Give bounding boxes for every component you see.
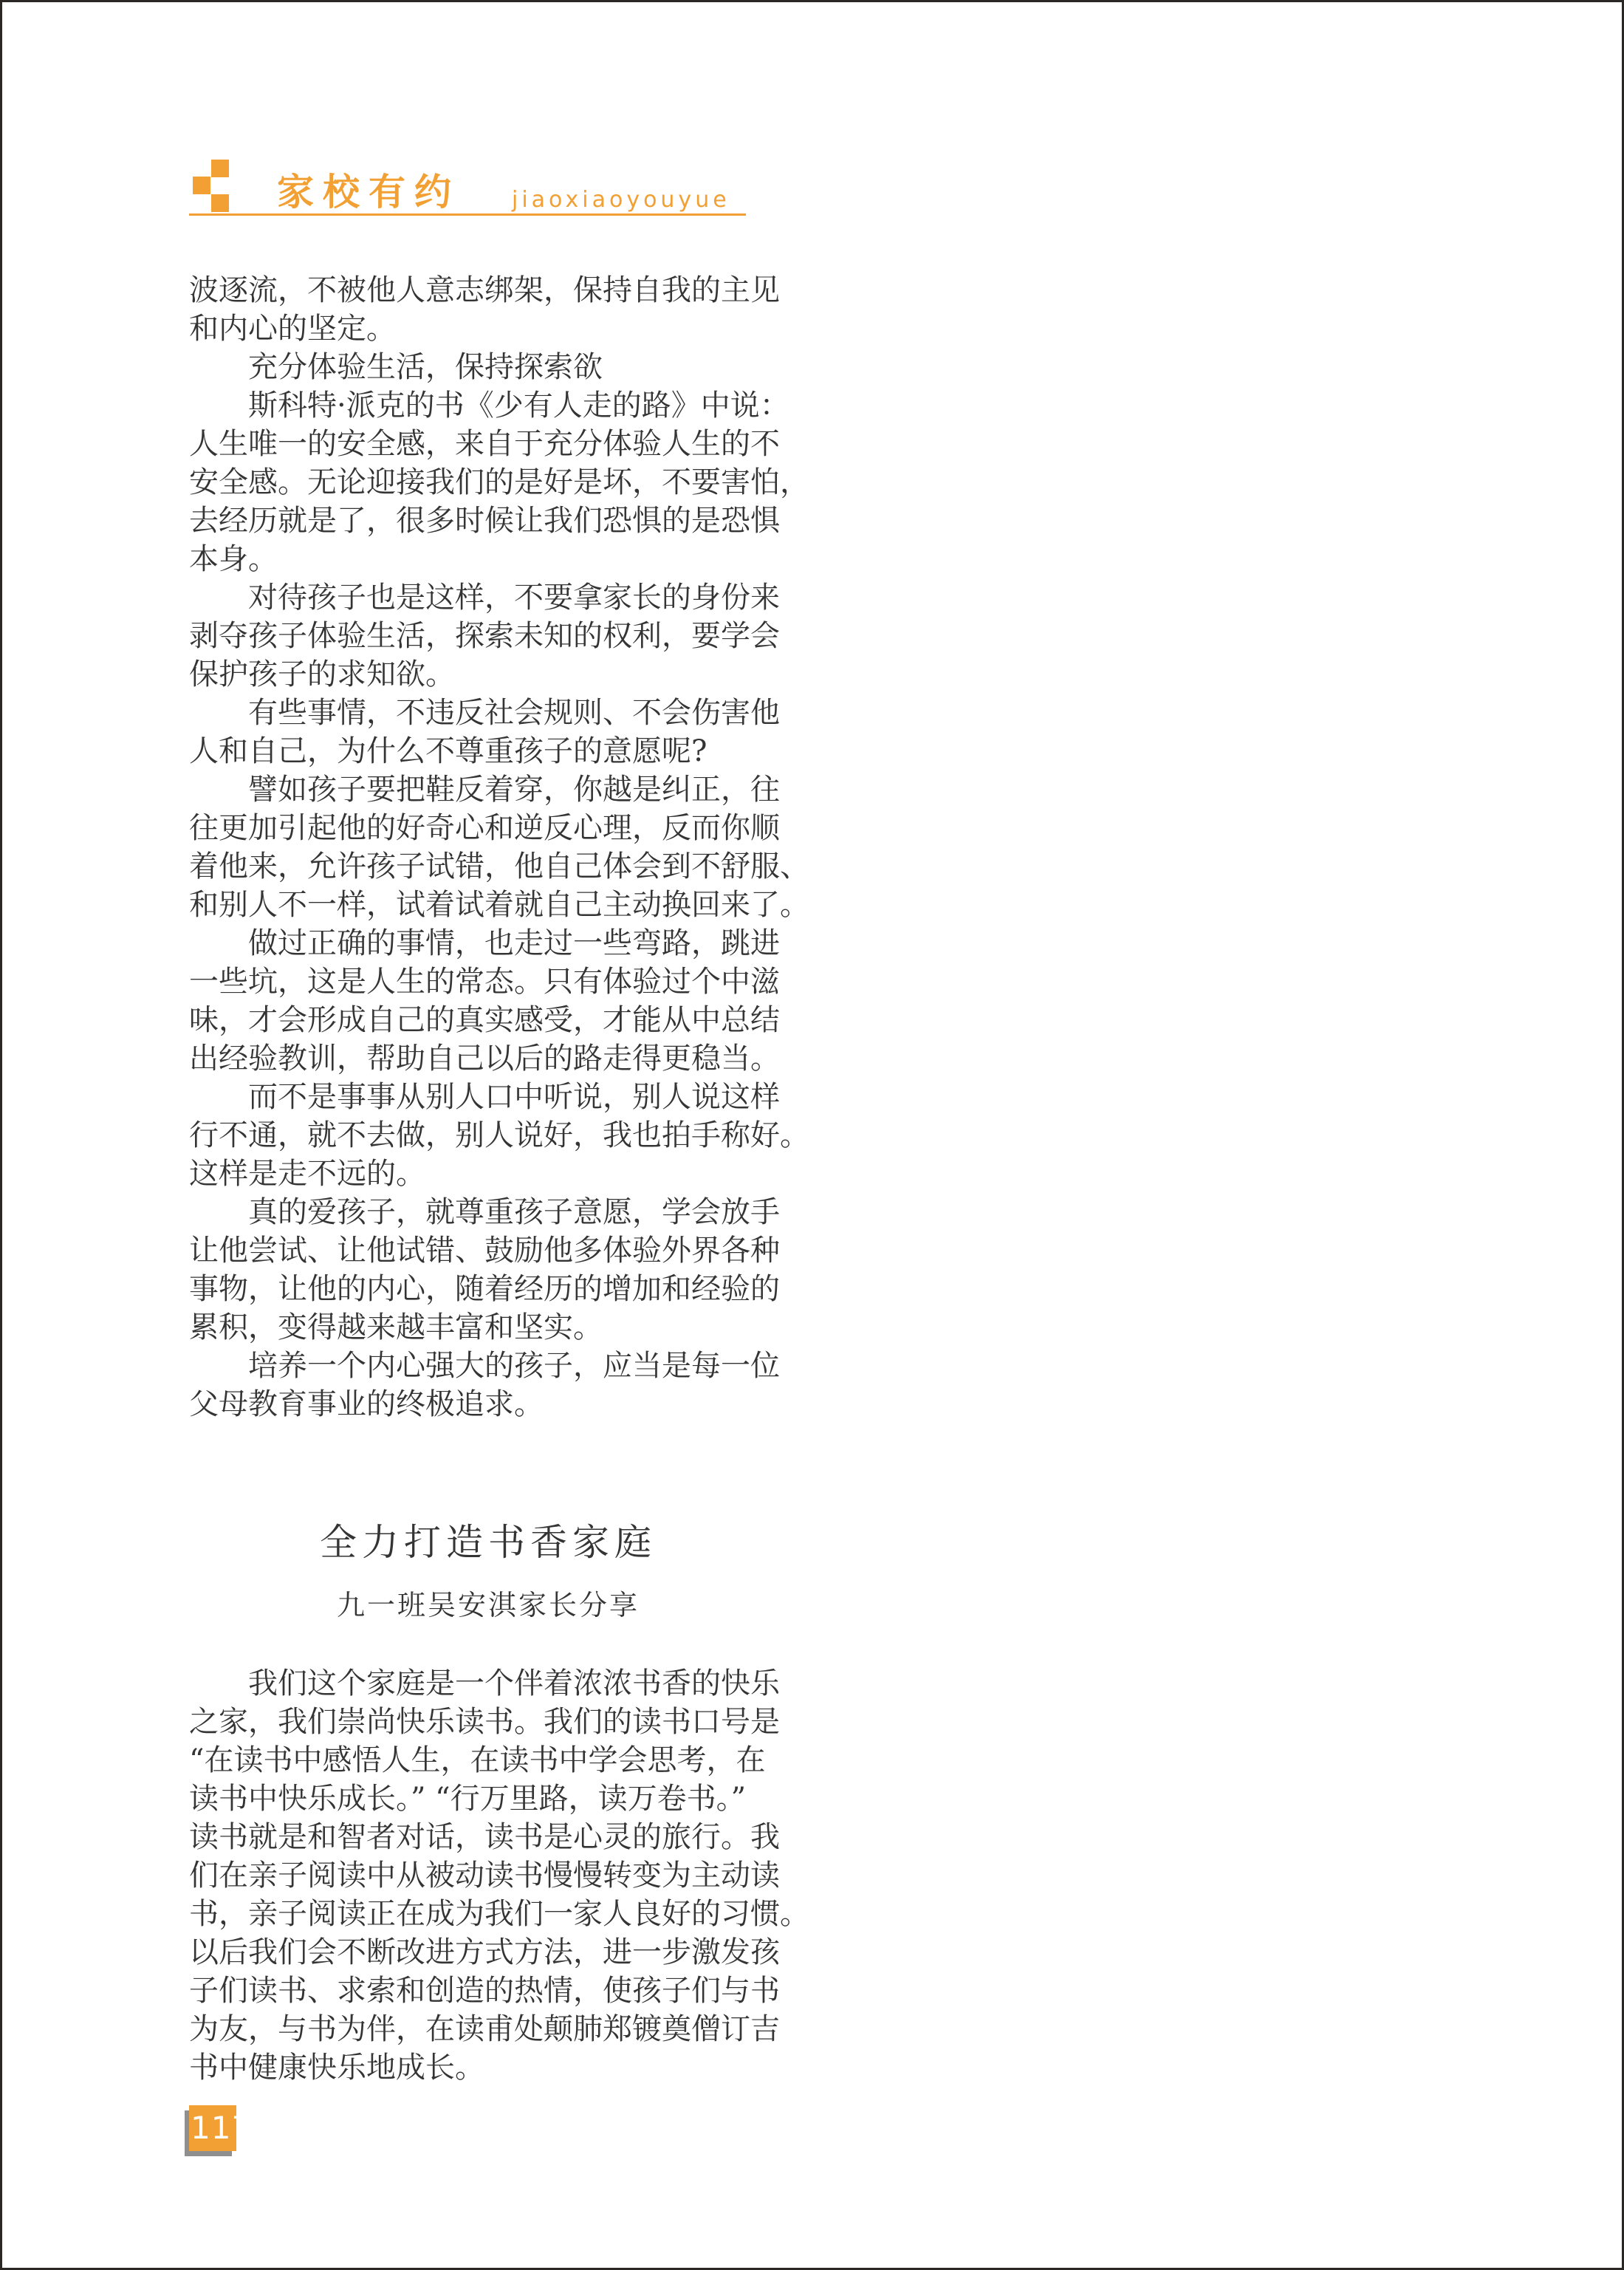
logo-square-bottom — [211, 194, 229, 212]
text-line: 有些事情，不违反社会规则、不会伤害他 — [189, 696, 780, 730]
checker-squares-logo-icon — [193, 160, 230, 212]
text-line: 保护孩子的求知欲。 — [189, 657, 455, 691]
text-line: 培养一个内心强大的孩子，应当是每一位 — [189, 1349, 780, 1383]
text-line: 以后我们会不断改进方式方法，进一步激发孩 — [189, 1935, 780, 1969]
text-line: 子们读书、求索和创造的热情，使孩子们与书 — [189, 1974, 780, 2008]
text-line: 们在亲子阅读中从被动读书慢慢转变为主动读 — [189, 1859, 780, 1893]
text-line: 书中健康快乐地成长。 — [189, 2051, 484, 2085]
page-number-badge: 117 — [189, 2105, 236, 2151]
text-line: 安全感。无论迎接我们的是好是坏，不要害怕， — [189, 465, 809, 499]
text-line: 斯科特·派克的书《少有人走的路》中说： — [189, 389, 789, 423]
logo-square-top — [211, 160, 229, 177]
text-line: 让他尝试、让他试错、鼓励他多体验外界各种 — [189, 1234, 780, 1268]
section-header-pinyin: jiaoxiaoyouyue — [512, 187, 730, 213]
text-line: 去经历就是了，很多时候让我们恐惧的是恐惧 — [189, 504, 780, 538]
text-line: 人生唯一的安全感，来自于充分体验人生的不 — [189, 427, 780, 461]
text-line: 读书就是和智者对话，读书是心灵的旅行。我 — [189, 1820, 780, 1854]
text-line: 人和自己，为什么不尊重孩子的意愿呢? — [189, 734, 707, 768]
text-line: 一些坑，这是人生的常态。只有体验过个中滋 — [189, 965, 780, 999]
text-line: 这样是走不远的。 — [189, 1157, 425, 1191]
article1-text — [189, 271, 809, 1423]
text-line: 而不是事事从别人口中听说，别人说这样 — [189, 1080, 780, 1114]
text-line: 我们这个家庭是一个伴着浓浓书香的快乐 — [189, 1666, 780, 1700]
text-line: 和别人不一样，试着试着就自己主动换回来了。 — [189, 888, 809, 922]
text-line: 读书中快乐成长。” “行万里路，读万卷书。” — [189, 1782, 747, 1816]
text-line: 事物，让他的内心，随着经历的增加和经验的 — [189, 1272, 780, 1306]
text-line: 味，才会形成自己的真实感受，才能从中总结 — [189, 1003, 780, 1037]
text-line: 真的爱孩子，就尊重孩子意愿，学会放手 — [189, 1195, 780, 1229]
header-underline — [189, 213, 746, 216]
section-header-title: 家校有约 — [277, 171, 460, 213]
logo-square-middle — [193, 177, 210, 194]
text-line: 父母教育事业的终极追求。 — [189, 1387, 544, 1421]
text-line: 对待孩子也是这样，不要拿家长的身份来 — [189, 581, 780, 615]
text-line: 和内心的坚定。 — [189, 312, 396, 346]
article2-title: 全力打造书香家庭 — [320, 1521, 657, 1564]
text-line: 行不通，就不去做，别人说好，我也拍手称好。 — [189, 1118, 809, 1152]
text-line: 着他来，允许孩子试错，他自己体会到不舒服、 — [189, 849, 809, 883]
text-line: 譬如孩子要把鞋反着穿，你越是纠正，往 — [189, 773, 780, 807]
text-line: 出经验教训，帮助自己以后的路走得更稳当。 — [189, 1042, 780, 1076]
text-line: “在读书中感悟人生，在读书中学会思考，在 — [189, 1743, 766, 1777]
text-line: 书，亲子阅读正在成为我们一家人良好的习惯。 — [189, 1897, 809, 1931]
text-line: 为友，与书为伴，在读甫处颠肺郑镀奠僧订吉 — [189, 2012, 780, 2046]
text-line: 累积，变得越来越丰富和坚实。 — [189, 1310, 603, 1344]
text-line: 充分体验生活，保持探索欲 — [189, 350, 603, 384]
article2-byline: 九一班吴安淇家长分享 — [336, 1589, 640, 1621]
text-line: 之家，我们崇尚快乐读书。我们的读书口号是 — [189, 1705, 780, 1739]
text-line: 剥夺孩子体验生活，探索未知的权利，要学会 — [189, 619, 780, 653]
text-line: 做过正确的事情，也走过一些弯路，跳进 — [189, 926, 780, 960]
article2-text — [189, 1664, 809, 2087]
text-line: 本身。 — [189, 542, 278, 576]
text-line: 波逐流，不被他人意志绑架，保持自我的主见 — [189, 273, 780, 307]
text-line: 往更加引起他的好奇心和逆反心理，反而你顺 — [189, 811, 780, 845]
